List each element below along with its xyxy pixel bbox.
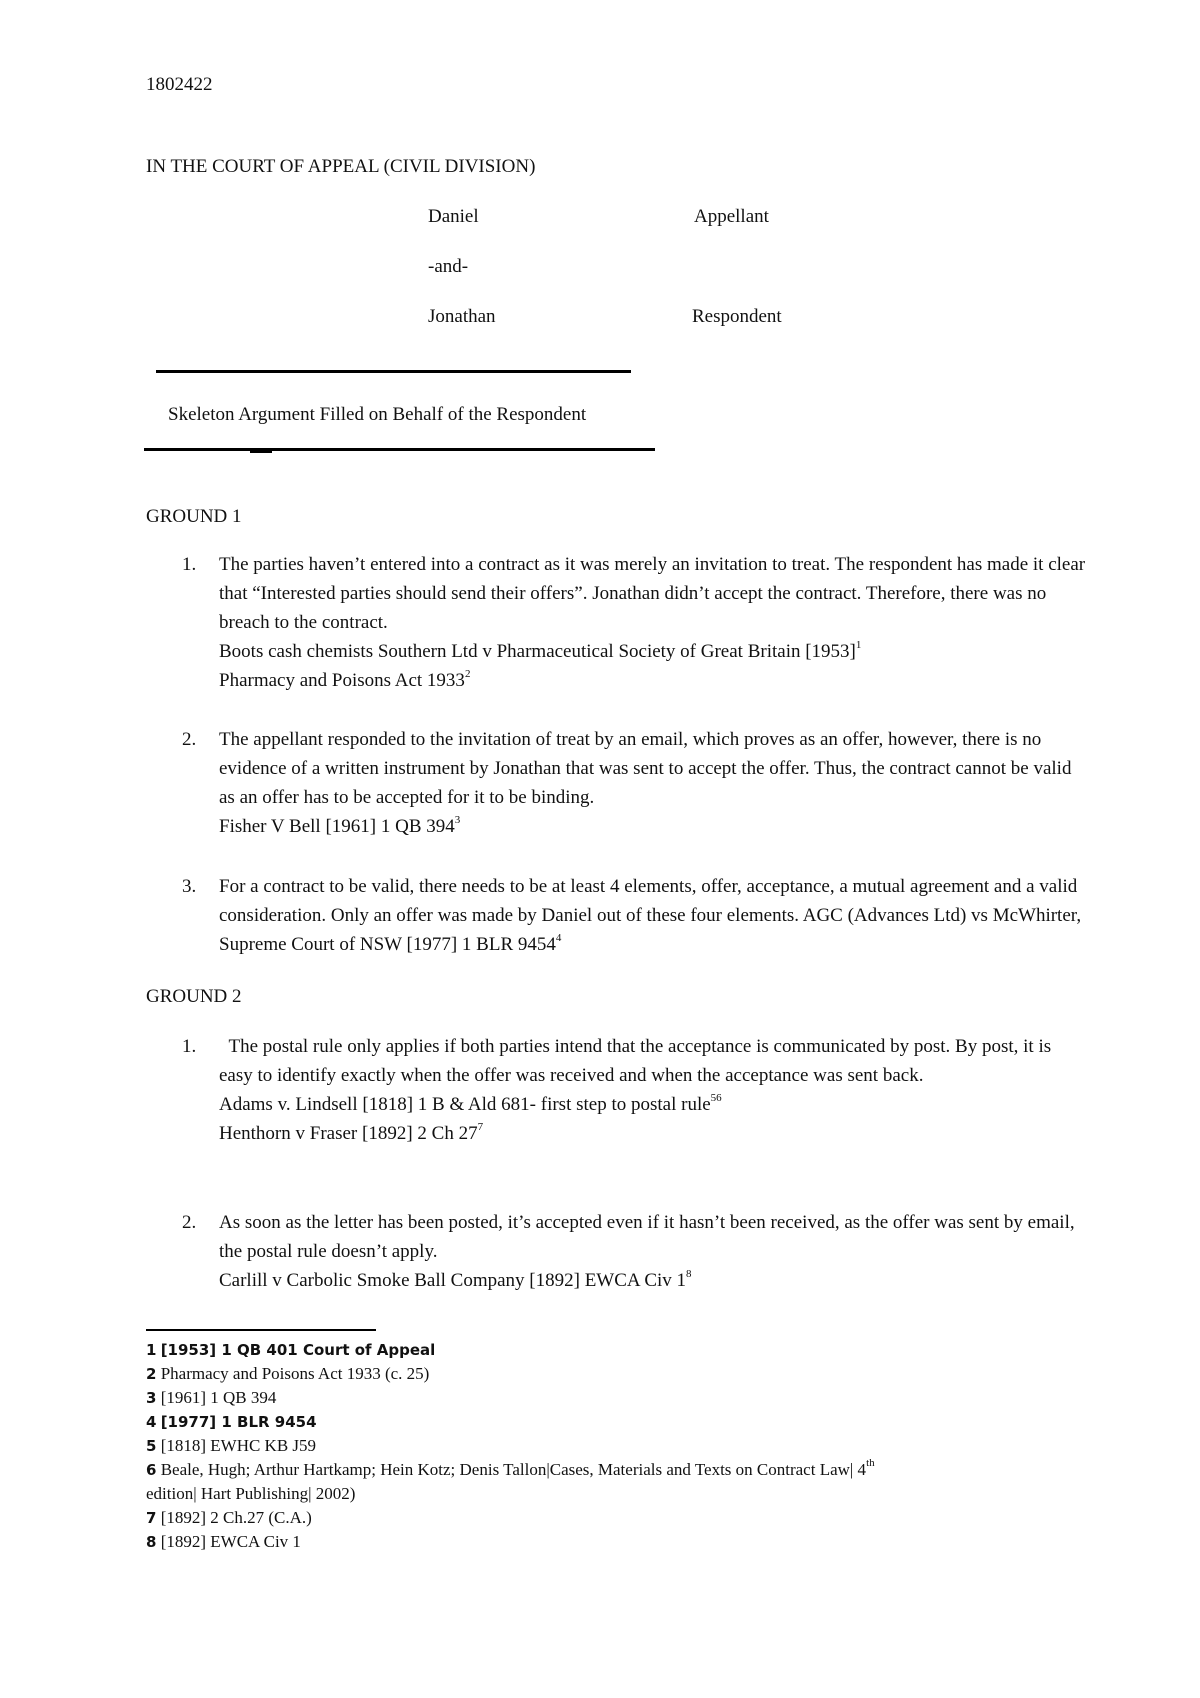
- footnote-separator: [146, 1329, 376, 1331]
- footnote: 8 [1892] EWCA Civ 1: [146, 1532, 301, 1551]
- appellant-name: Daniel: [428, 206, 479, 227]
- citation: Henthorn v Fraser [1892] 2 Ch $27^7$: [219, 1120, 484, 1144]
- item-number: 1.: [182, 554, 197, 575]
- ground-1-list: [146, 550, 1086, 695]
- student-id: 1802422: [146, 74, 213, 95]
- item-text: For a contract to be valid, there needs to be at least 4 elements, offer, acceptance, a mutual agreement and a valid consideration. Only an offer was made by Daniel out of these four elements. AGC (Advances Ltd) vs McWhirter, Supreme Court of NSW [1977] 1 BLR 9454$^4$: [219, 876, 1082, 955]
- citation: Pharmacy and Poisons Act 1933$^2$: [219, 667, 471, 691]
- document-title: Skeleton Argument Filled on Behalf of the Respondent: [168, 404, 587, 425]
- citation: Adams v. Lindsell [1818] 1 B & Ald 681- first step to postal rule$^{56}$: [219, 1091, 722, 1115]
- footnote: 6 Beale, Hugh; Arthur Hartkamp; Hein Kotz; Denis Tallon|Cases, Materials and Texts on Contract Law| 4th: [146, 1457, 875, 1479]
- footnote-ref[interactable]: 56: [710, 1091, 722, 1104]
- citation: Carlill v Carbolic Smoke Ball Company [1892] EWCA Civ $1^8$: [219, 1267, 692, 1291]
- list-item: [146, 1032, 1086, 1148]
- footnote: 1 [1953] 1 QB 401 Court of Appeal: [146, 1341, 436, 1359]
- citation: Boots cash chemists Southern Ltd v Pharmaceutical Society of Great Britain $[1953]^1$: [219, 638, 862, 662]
- ground-1-list: [146, 872, 1086, 959]
- item-text: As soon as the letter has been posted, it’s accepted even if it hasn’t been received, as the offer was sent by email, the postal rule doesn’t apply.: [219, 1212, 1075, 1262]
- list-item: [146, 725, 1086, 841]
- item-number: 3.: [182, 876, 197, 897]
- title-rule-top: [156, 370, 631, 373]
- item-number: 2.: [182, 1212, 197, 1233]
- list-item: [146, 872, 1086, 959]
- item-text: The appellant responded to the invitation of treat by an email, which proves as an offer, however, there is no evidence of a written instrument by Jonathan that was sent to accept the offer. Thus, the contract cannot be valid as an offer has to be accepted for it to be binding.: [219, 729, 1072, 808]
- appellant-role: Appellant: [694, 206, 769, 227]
- footnote-ref[interactable]: 4: [555, 931, 562, 944]
- and-separator: -and-: [428, 256, 469, 277]
- item-text: The parties haven’t entered into a contract as it was merely an invitation to treat. The respondent has made it clear that “Interested parties should send their offers”. Jonathan didn’t accept the contract. Therefore, there was no breach to the contract.: [219, 554, 1086, 633]
- footnote: 7 [1892] 2 Ch.27 (C.A.): [146, 1508, 312, 1527]
- footnote-ref[interactable]: 3: [454, 813, 461, 826]
- footnotes: [146, 1338, 1046, 1554]
- footnote-ref[interactable]: 2: [464, 667, 471, 680]
- footnote-ref[interactable]: 8: [686, 1267, 692, 1280]
- title-rule-mark: [250, 451, 272, 453]
- respondent-role: Respondent: [692, 306, 782, 327]
- footnote: 2 Pharmacy and Poisons Act 1933 (c. 25): [146, 1364, 430, 1383]
- list-item: [146, 550, 1086, 695]
- respondent-name: Jonathan: [428, 306, 496, 327]
- footnote-ref[interactable]: 7: [477, 1120, 484, 1133]
- ground-2-list: [146, 1208, 1086, 1295]
- footnote: 3 [1961] 1 QB 394: [146, 1388, 277, 1407]
- footnote-continuation: edition| Hart Publishing| 2002): [146, 1484, 356, 1503]
- footnote: 4 [1977] 1 BLR 9454: [146, 1413, 317, 1431]
- item-text: The postal rule only applies if both parties intend that the acceptance is communicated by post. By post, it is easy to identify exactly when the offer was received and when the acceptance was sent back.: [219, 1036, 1056, 1086]
- ground-1-list: [146, 725, 1086, 841]
- footnote-ref[interactable]: 1: [855, 638, 862, 651]
- ground-heading: GROUND 2: [146, 986, 242, 1007]
- list-item: [146, 1208, 1086, 1295]
- footnote: 5 [1818] EWHC KB J59: [146, 1436, 317, 1455]
- ground-heading: GROUND 1: [146, 506, 242, 527]
- court-heading: IN THE COURT OF APPEAL (CIVIL DIVISION): [146, 156, 536, 177]
- item-number: 1.: [182, 1036, 197, 1057]
- ground-2-list: [146, 1032, 1086, 1148]
- title-rule-bottom: [144, 448, 655, 451]
- item-number: 2.: [182, 729, 197, 750]
- citation: Fisher V Bell [1961] 1 QB $394^3$: [219, 813, 461, 837]
